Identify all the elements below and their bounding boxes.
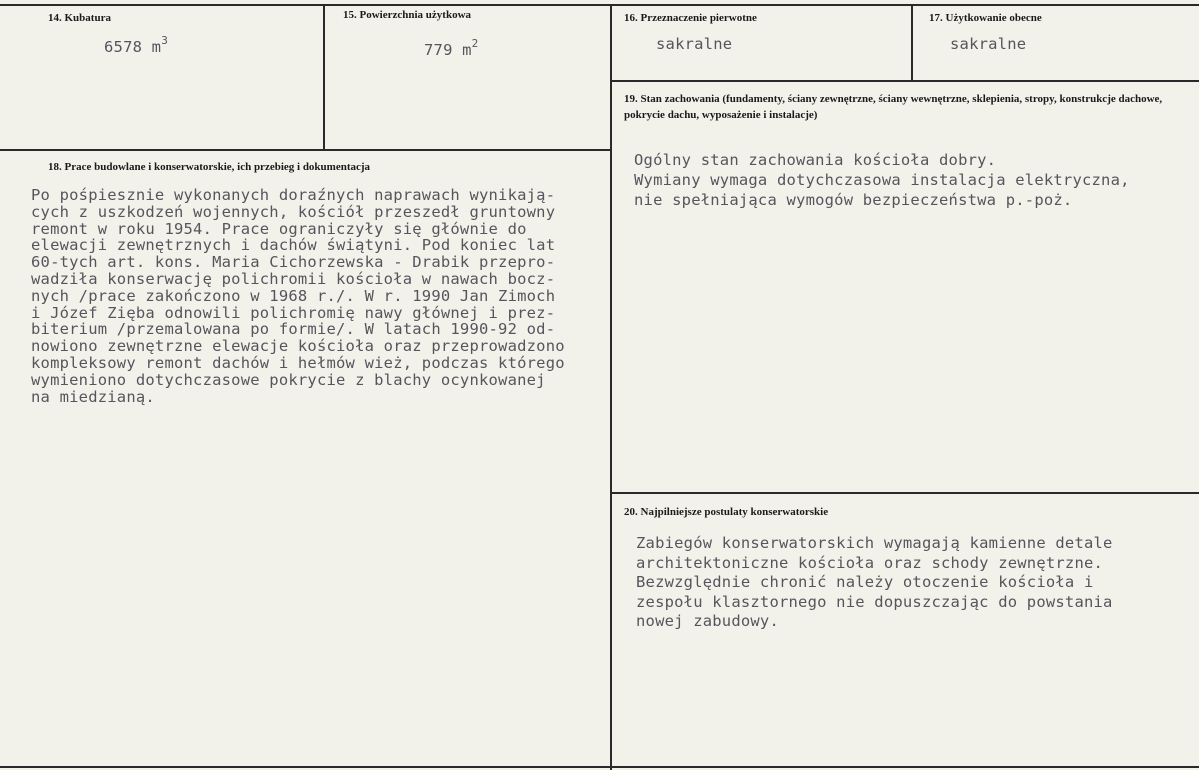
field-19-title: 19. Stan zachowania (fundamenty, ściany zewnętrzne, ściany wewnętrzne, sklepienia, stropy, konstrukcje dachowe, pokrycie dachu, wyposażenie i instalacje) <box>624 93 1163 121</box>
field-16-value: sakralne <box>656 35 733 53</box>
field-20-title: 20. Najpilniejsze postulaty konserwatorskie <box>624 506 829 518</box>
top-border <box>0 4 1199 6</box>
field-14-value-text: 6578 m <box>104 38 162 57</box>
field-14-title: 14. Kubatura <box>48 12 111 24</box>
bottom-border <box>0 766 1199 768</box>
field-17-value: sakralne <box>950 35 1027 53</box>
field-14-value <box>104 36 168 56</box>
field-15-value-text: 779 m <box>424 41 472 60</box>
field-15-unit-power: 2 <box>471 37 479 50</box>
field-15-value <box>424 39 479 59</box>
divider-15-16 <box>610 4 612 770</box>
divider-14-15 <box>323 4 325 150</box>
field-18-title: 18. Prace budowlane i konserwatorskie, ich przebieg i dokumentacja <box>48 161 371 173</box>
divider-row-19-20 <box>610 492 1199 494</box>
field-14-unit-power: 3 <box>161 34 169 47</box>
divider-row-14-18 <box>0 149 612 151</box>
field-18-text: Po pośpiesznie wykonanych doraźnych naprawach wynikają- cych z uszkodzeń wojennych, kościół przeszedł gruntowny remont w roku 1954. Prace ograniczyły się głównie do elewacji zewnętrznych i dachów świątyni. Pod koniec lat 60-tych art. kons. Maria Cichorzewska - Drabik przepro- wadziła konserwację polichromii kościoła w nawach bocz- nych /prace zakończono w 1968 r./. W r. 1990 Jan Zimoch i Józef Zięba odnowili polichromię nawy głównej i prez- biterium /przemalowana po formie/. W latach 1990-92 od- nowiono zewnętrzne elewacje kościoła oraz przeprowadzono kompleksowy remont dachów i hełmów wież, podczas którego wymieniono dotychczasowe pokrycie z blachy ocynkowanej na miedzianą. <box>31 186 565 406</box>
field-15-title: 15. Powierzchnia użytkowa <box>343 9 472 21</box>
field-20-text: Zabiegów konserwatorskich wymagają kamienne detale architektoniczne kościoła oraz schody zewnętrzne. Bezwzględnie chronić należy otoczenie kościoła i zespołu klasztornego nie dopuszczając do powstania nowej zabudowy. <box>636 534 1113 630</box>
field-19-text: Ogólny stan zachowania kościoła dobry. Wymiany wymaga dotychczasowa instalacja elektryczna, nie spełniająca wymogów bezpieczeństwa p.-poż. <box>634 151 1130 209</box>
divider-row-16-19 <box>610 80 1199 82</box>
field-16-title: 16. Przeznaczenie pierwotne <box>624 12 757 24</box>
divider-16-17 <box>911 4 913 81</box>
field-17-title: 17. Użytkowanie obecne <box>929 12 1042 24</box>
